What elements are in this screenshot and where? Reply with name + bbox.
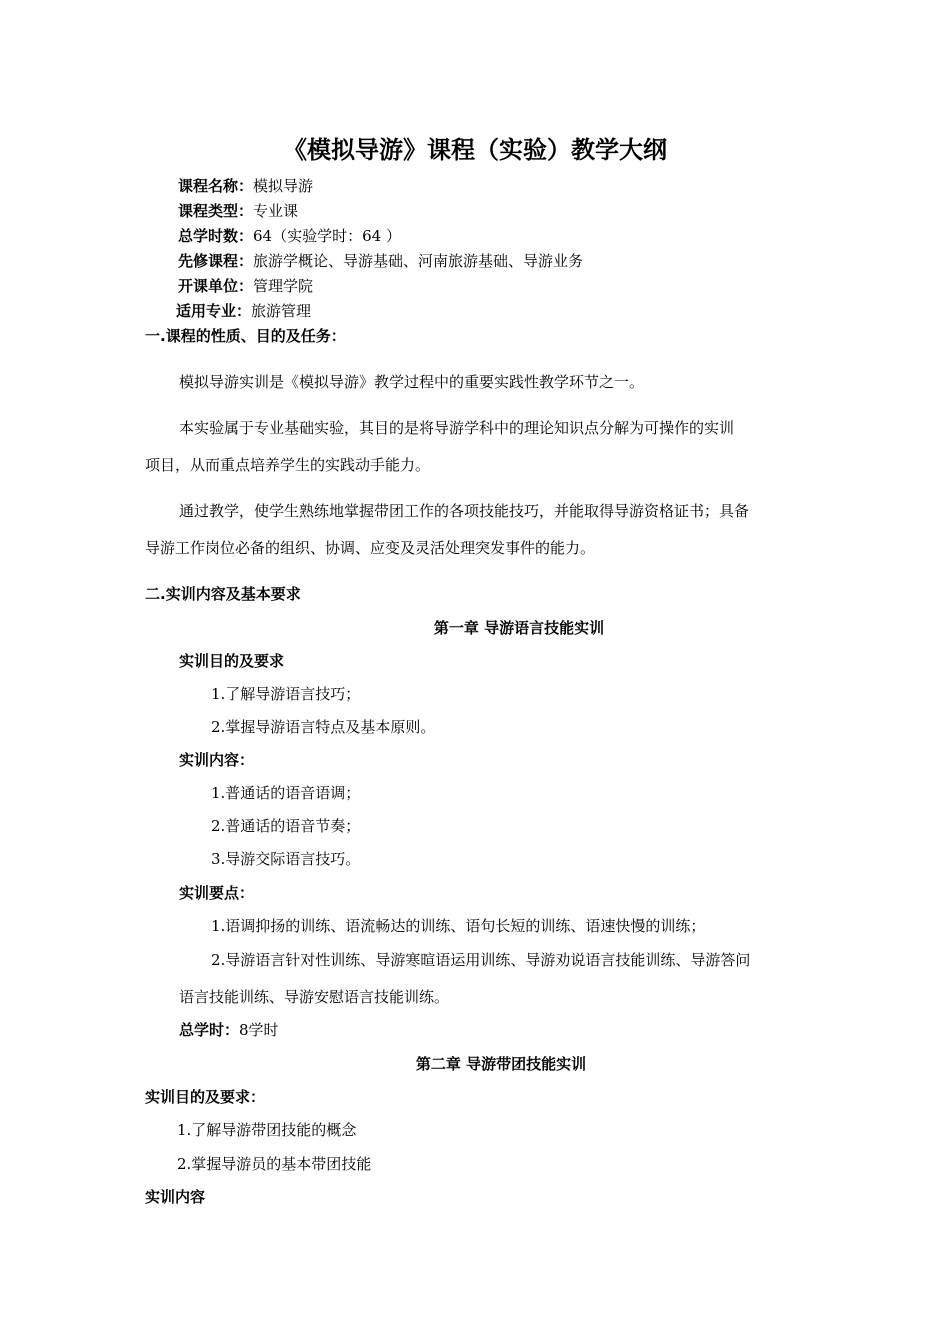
chapter2-goal-heading: 实训目的及要求： (145, 1088, 266, 1106)
info-department (178, 276, 313, 296)
section1-paragraph-2-line-1: 本实验属于专业基础实验，其目的是将导游学科中的理论知识点分解为可操作的实训 (179, 419, 735, 437)
section1-paragraph-3-line-2: 导游工作岗位必备的组织、协调、应变及灵活处理突发事件的能力。 (145, 539, 596, 557)
chapter1-point-2-line-2: 语言技能训练、导游安慰语言技能训练。 (179, 988, 450, 1006)
chapter1-point-2-line-1: 2.导游语言针对性训练、导游寒暄语运用训练、导游劝说语言技能训练、导游答问 (211, 951, 751, 969)
chapter1-goal-item: 2.掌握导游语言特点及基本原则。 (211, 718, 436, 736)
chapter1-content-item: 3.导游交际语言技巧。 (211, 850, 361, 868)
section1-paragraph-3-line-1: 通过教学，使学生熟练地掌握带团工作的各项技能技巧，并能取得导游资格证书；具备 (179, 502, 750, 520)
info-value: 旅游管理 (251, 302, 312, 320)
chapter1-goal-heading: 实训目的及要求 (179, 652, 285, 670)
info-value: 管理学院 (253, 277, 314, 295)
info-label: 课程类型： (178, 202, 254, 220)
chapter2-content-heading: 实训内容 (145, 1188, 206, 1206)
chapter1-point-1: 1.语调抑扬的训练、语流畅达的训练、语句长短的训练、语速快慢的训练； (211, 917, 706, 935)
info-prerequisites (178, 251, 583, 271)
info-label: 开课单位： (178, 277, 254, 295)
hours-value: 8学时 (239, 1021, 279, 1039)
chapter1-content-item: 1.普通话的语音语调； (211, 784, 361, 802)
info-total-hours (178, 226, 401, 246)
chapter1-total-hours (179, 1020, 279, 1040)
chapter1-title: 第一章 导游语言技能实训 (433, 619, 605, 637)
info-label: 课程名称： (178, 177, 254, 195)
chapter2-title: 第二章 导游带团技能实训 (415, 1055, 587, 1073)
section2-heading: 二.实训内容及基本要求 (145, 585, 301, 603)
info-value: 旅游学概论、导游基础、河南旅游基础、导游业务 (253, 252, 584, 270)
chapter1-points-heading: 实训要点： (179, 884, 255, 902)
info-label: 先修课程： (178, 252, 254, 270)
info-value: 专业课 (253, 202, 299, 220)
info-label: 适用专业： (176, 302, 252, 320)
section1-heading: 一.课程的性质、目的及任务： (145, 327, 346, 345)
info-value: 64（实验学时：64 ） (253, 227, 401, 245)
section1-paragraph-2-line-2: 项目，从而重点培养学生的实践动手能力。 (145, 456, 431, 474)
chapter1-content-item: 2.普通话的语音节奏； (211, 817, 361, 835)
chapter2-goal-item: 1.了解导游带团技能的概念 (177, 1121, 357, 1139)
info-label: 总学时数： (178, 227, 254, 245)
info-course-type (178, 201, 298, 221)
document-title: 《模拟导游》课程（实验）教学大纲 (283, 136, 667, 164)
chapter1-content-heading: 实训内容： (179, 751, 255, 769)
info-major (176, 301, 311, 321)
section1-paragraph-1: 模拟导游实训是《模拟导游》教学过程中的重要实践性教学环节之一。 (179, 373, 645, 391)
chapter1-goal-item: 1.了解导游语言技巧； (211, 685, 361, 703)
chapter2-goal-item: 2.掌握导游员的基本带团技能 (177, 1155, 372, 1173)
info-course-name (178, 176, 313, 196)
hours-label: 总学时： (179, 1021, 240, 1039)
info-value: 模拟导游 (253, 177, 314, 195)
